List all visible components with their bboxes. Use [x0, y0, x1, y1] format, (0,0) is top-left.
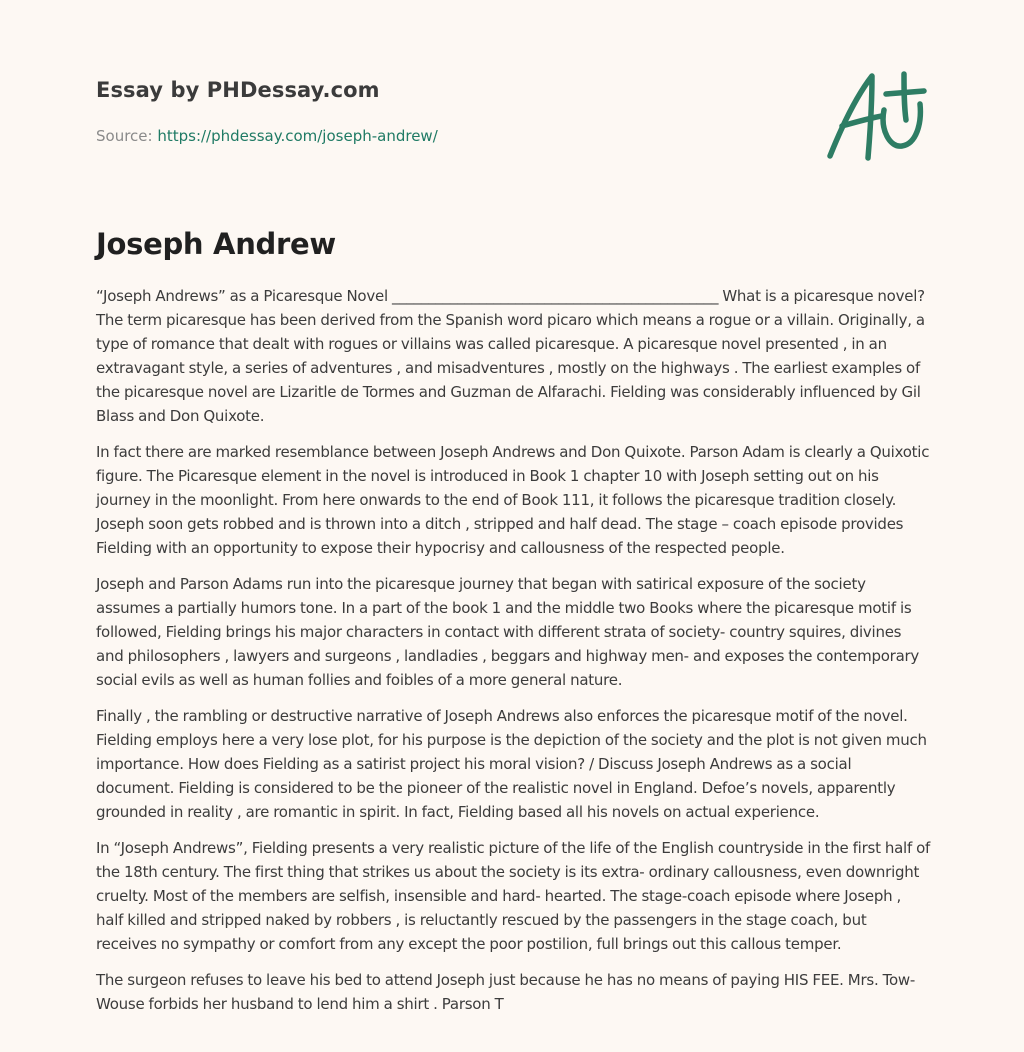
- source-link[interactable]: https://phdessay.com/joseph-andrew/: [157, 127, 438, 145]
- essay-body: [96, 284, 931, 1028]
- brand-title: Essay by PHDessay.com: [96, 78, 380, 102]
- site-header: [96, 76, 796, 146]
- essay-paragraph: The surgeon refuses to leave his bed to attend Joseph just because he has no means of paying HIS FEE. Mrs. Tow-Wouse forbids her husband to lend him a shirt . Parson T: [96, 971, 916, 1013]
- essay-paragraph: Finally , the rambling or destructive narrative of Joseph Andrews also enforces the picaresque motif of the novel. Fielding employs here a very lose plot, for his purpose is the depiction of the society and the plot is not given much importance. How does Fielding as a satirist project his moral vision? / Discuss Joseph Andrews as a social document. Fielding is considered to be the pioneer of the realistic novel in England. Defoe’s novels, apparently grounded in reality , are romantic in spirit. In fact, Fielding based all his novels on actual experience.: [96, 707, 927, 821]
- essay-paragraph: In fact there are marked resemblance between Joseph Andrews and Don Quixote. Parson Adam is clearly a Quixotic figure. The Picaresque element in the novel is introduced in Book 1 chapter 10 with Joseph setting out on his journey in the moonlight. From here onwards to the end of Book 111, it follows the picaresque tradition closely. Joseph soon gets robbed and is thrown into a ditch , stripped and half dead. The stage – coach episode provides Fielding with an opportunity to expose their hypocrisy and callousness of the respected people.: [96, 443, 930, 557]
- a-plus-grade-icon: [822, 66, 932, 166]
- source-line: [96, 126, 796, 146]
- essay-title: Joseph Andrew: [96, 227, 336, 261]
- essay-paragraph: In “Joseph Andrews”, Fielding presents a very realistic picture of the life of the English countryside in the first half of the 18th century. The first thing that strikes us about the society is its extra- ordinary callousness, even downright cruelty. Most of the members are selfish, insensible and hard- hearted. The stage-coach episode where Joseph , half killed and stripped naked by robbers , is reluctantly rescued by the passengers in the stage coach, but receives no sympathy or comfort from any except the poor postilion, full brings out this callous temper.: [96, 839, 931, 953]
- source-label: Source:: [96, 127, 158, 145]
- essay-paragraph: Joseph and Parson Adams run into the picaresque journey that began with satirical exposure of the society assumes a partially humors tone. In a part of the book 1 and the middle two Books where the picaresque motif is followed, Fielding brings his major characters in contact with different strata of society- country squires, divines and philosophers , lawyers and surgeons , landladies , beggars and highway men- and exposes the contemporary social evils as well as human follies and foibles of a more general nature.: [96, 575, 920, 689]
- essay-paragraph: “Joseph Andrews” as a Picaresque Novel _____________________________________________ What is a picaresque novel? The term picaresque has been derived from the Spanish word picaro which means a rogue or a villain. Originally, a type of romance that dealt with rogues or villains was called picaresque. A picaresque novel presented , in an extravagant style, a series of adventures , and misadventures , mostly on the highways . The earliest examples of the picaresque novel are Lizaritle de Tormes and Guzman de Alfarachi. Fielding was considerably influenced by Gil Blass and Don Quixote.: [96, 287, 925, 425]
